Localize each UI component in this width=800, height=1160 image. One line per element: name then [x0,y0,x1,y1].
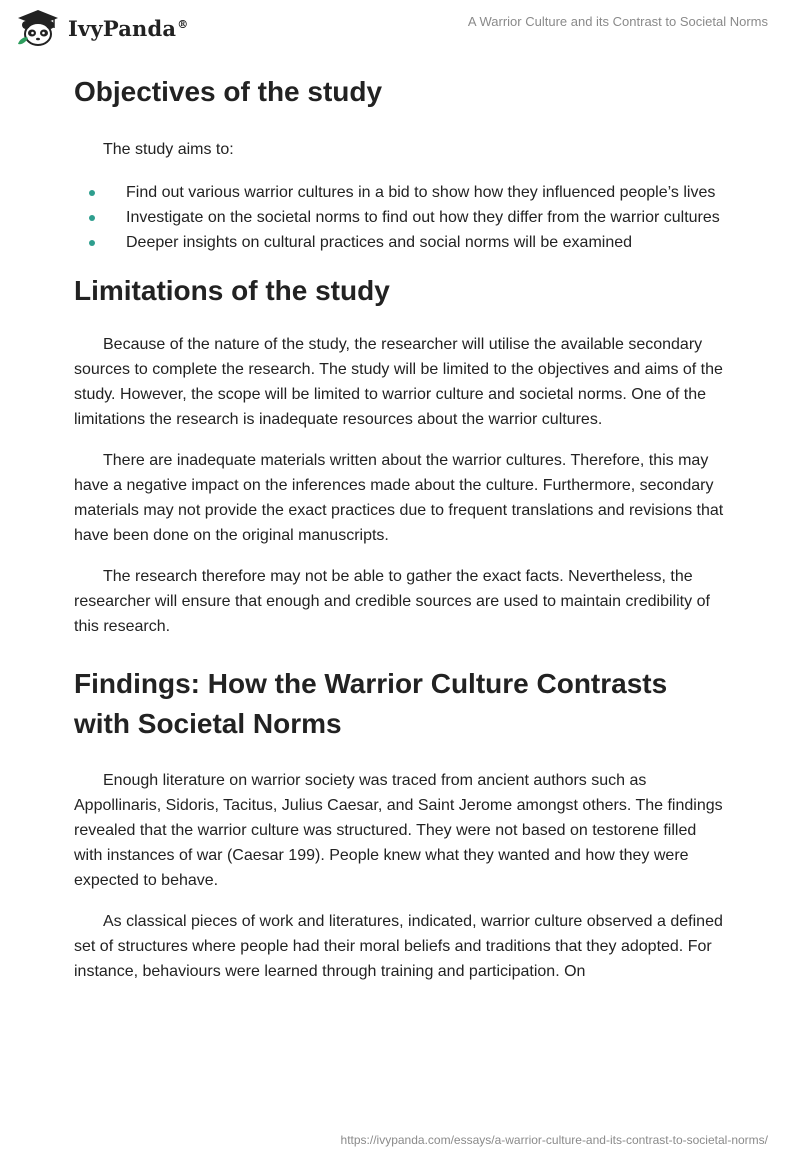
source-url[interactable]: https://ivypanda.com/essays/a-warrior-culture-and-its-contrast-to-societal-norms/ [340,1133,768,1147]
list-item: Deeper insights on cultural practices and social norms will be examined [74,230,724,255]
bullet-icon [89,215,95,221]
list-item: Find out various warrior cultures in a bid to show how they influenced people’s lives [74,180,724,205]
essay-content [74,68,724,1000]
paragraph: Enough literature on warrior society was traced from ancient authors such as Appollinaris, Sidoris, Tacitus, Julius Caesar, and Saint Jerome amongst others. The findings revealed that the warrior culture was structured. They were not based on testorene filled with instances of war (Caesar 199). People knew what they wanted and how they were expected to behave. [74,772,723,889]
objectives-heading: Objectives of the study [74,76,383,107]
bullet-icon [89,240,95,246]
objectives-list [74,180,724,255]
findings-heading: Findings: How the Warrior Culture Contrasts with Societal Norms [74,668,668,739]
page-header [0,0,800,60]
ivypanda-logo[interactable] [14,8,188,48]
bullet-icon [89,190,95,196]
limitations-heading: Limitations of the study [74,275,390,306]
paragraph: There are inadequate materials written about the warrior cultures. Therefore, this may have a negative impact on the inferences made about the culture. Furthermore, secondary materials may not provide the exact practices due to frequent translations and revisions that have been done on the original manuscripts. [74,452,724,544]
paragraph: Because of the nature of the study, the researcher will utilise the available secondary sources to complete the research. The study will be limited to the objectives and aims of the study. However, the scope will be limited to warrior culture and societal norms. One of the limitations the research is inadequate resources about the warrior cultures. [74,336,723,428]
paragraph: As classical pieces of work and literatures, indicated, warrior culture observed a defined set of structures where people had their moral beliefs and traditions that they adopted. For instance, behaviours were learned through training and participation. On [74,913,723,980]
objectives-intro: The study aims to: [103,141,234,158]
paragraph: The research therefore may not be able to gather the exact facts. Nevertheless, the researcher will ensure that enough and credible sources are used to maintain credibility of this research. [74,568,710,635]
panda-graduate-icon [14,8,62,48]
registered-mark: ® [177,17,189,31]
list-item: Investigate on the societal norms to find out how they differ from the warrior cultures [74,205,724,230]
logo-wordmark: IvyPanda® [68,15,189,41]
document-title: A Warrior Culture and its Contrast to Societal Norms [467,14,768,29]
